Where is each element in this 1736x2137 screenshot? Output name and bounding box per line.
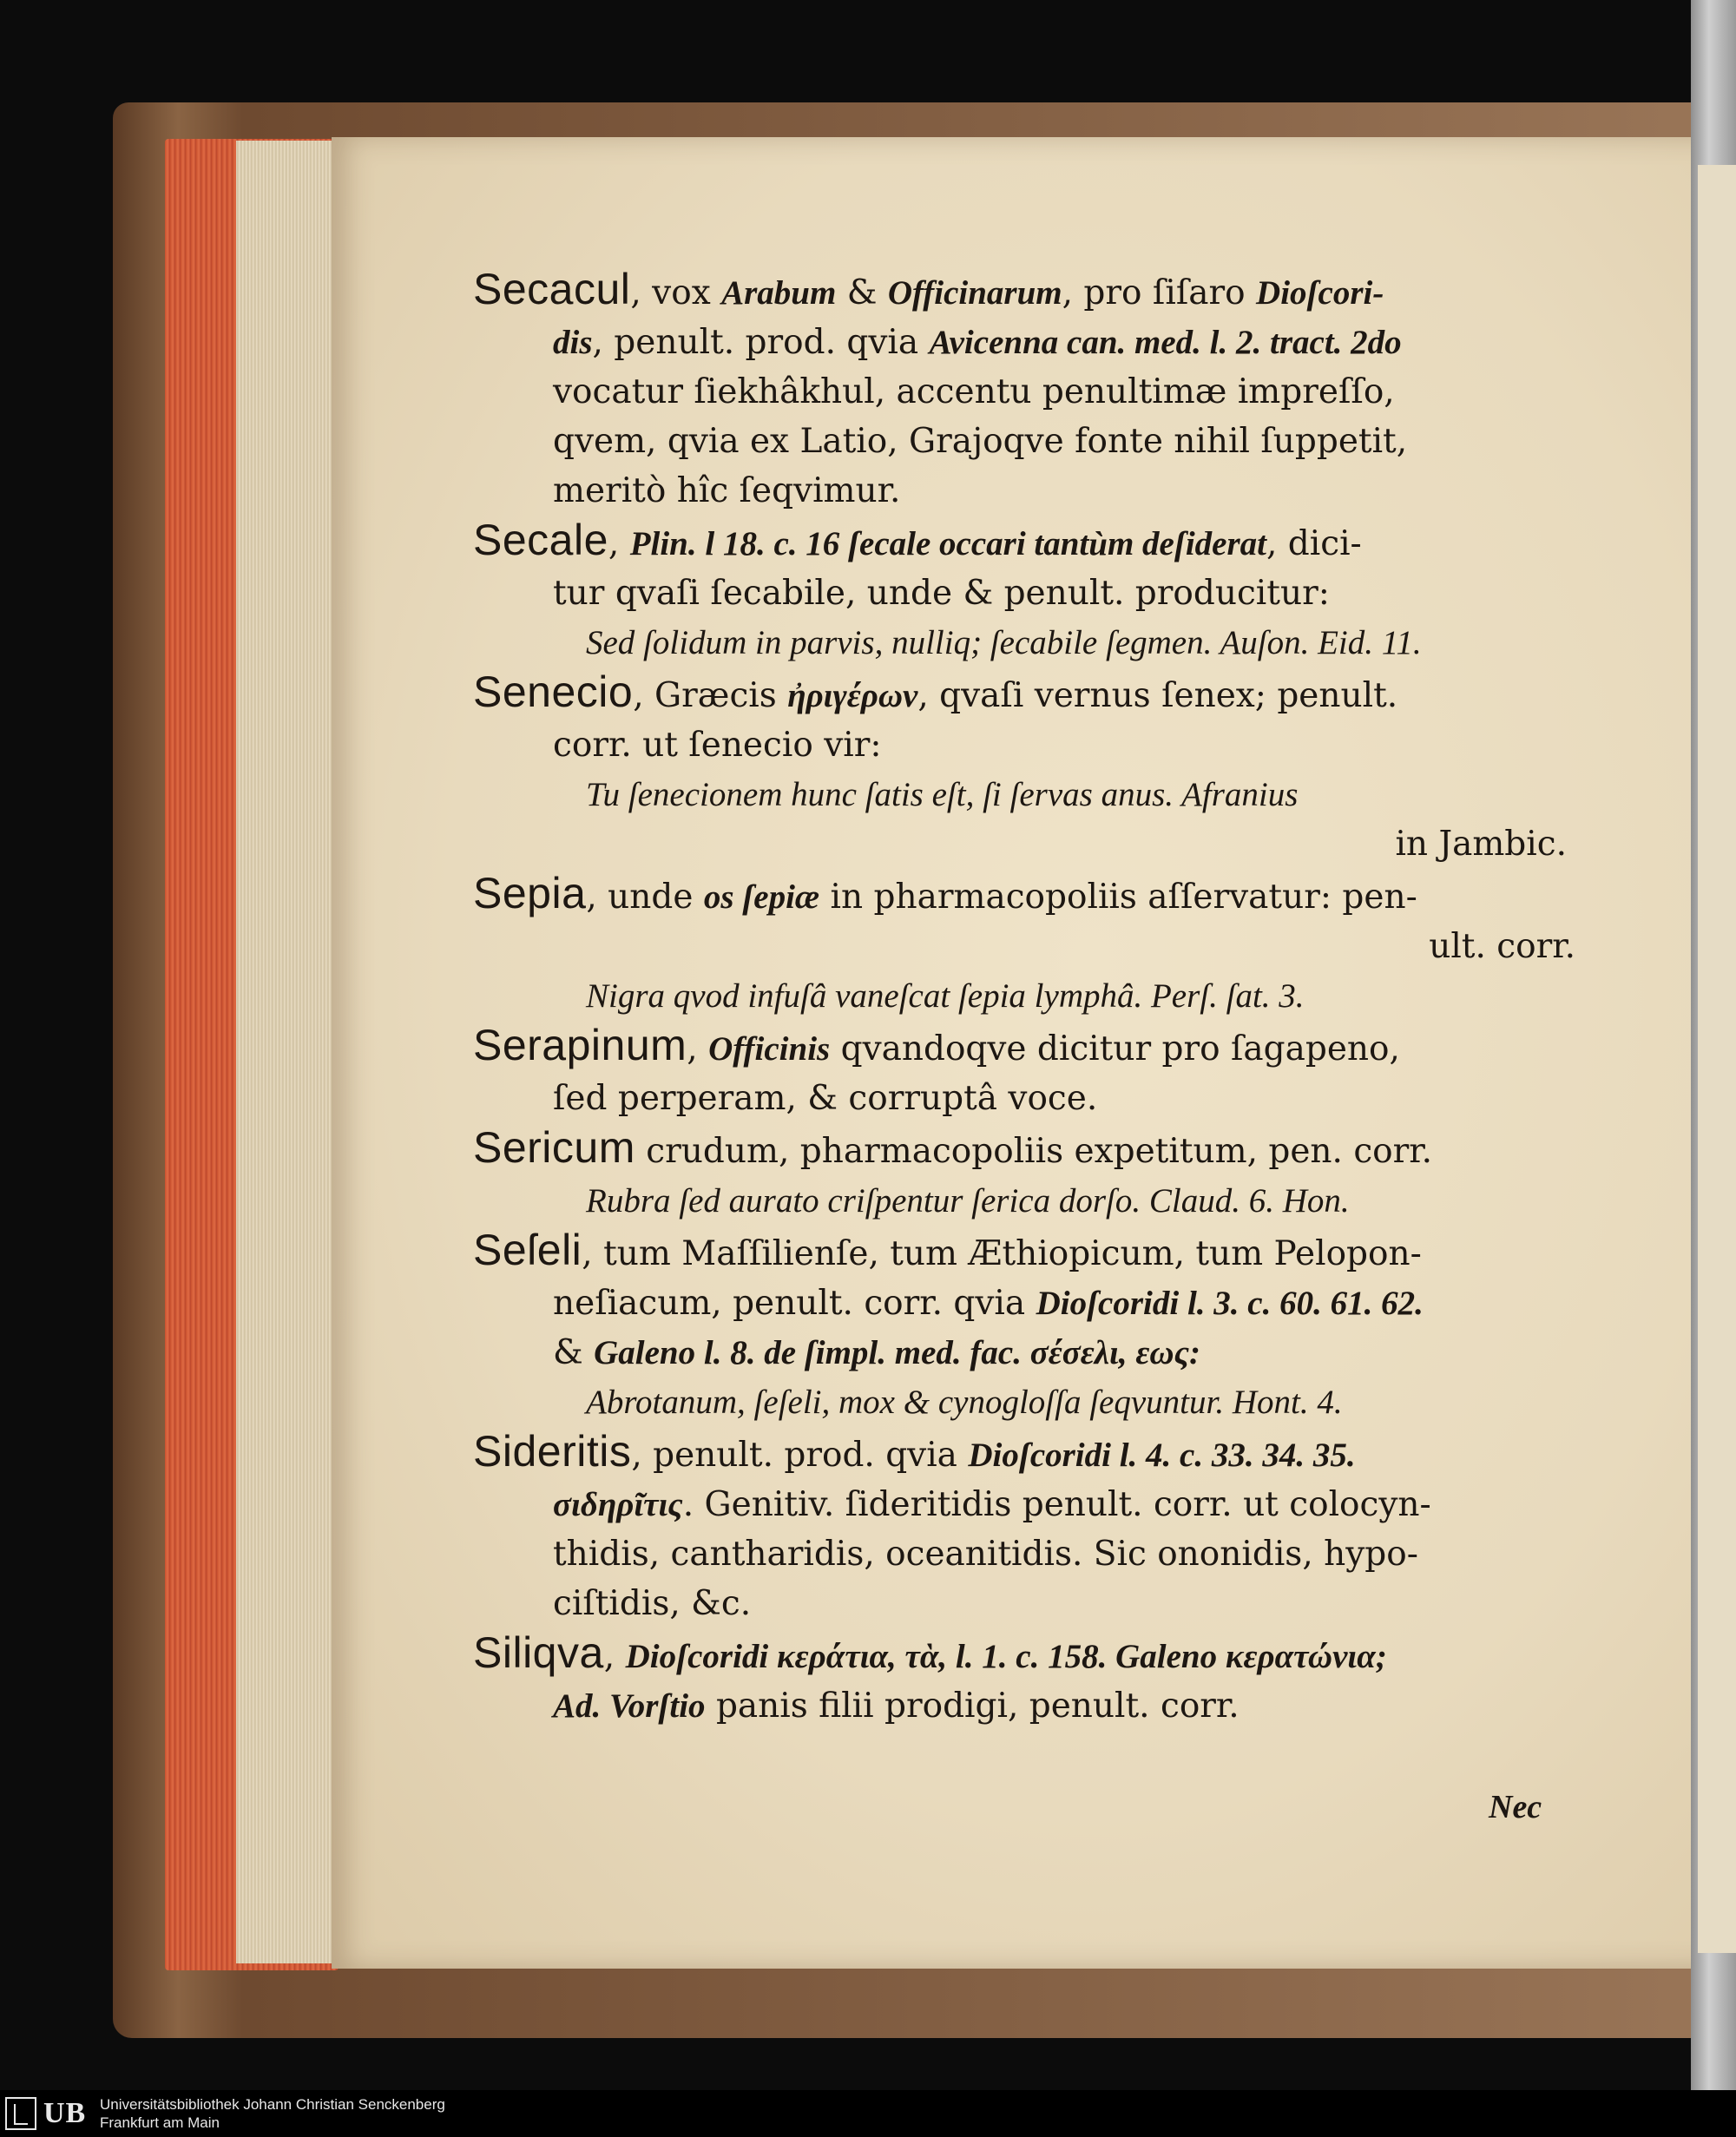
text-segment: , tum Maſſilienſe, tum Æthiopicum, tum Pelopon- bbox=[582, 1234, 1422, 1273]
entry-line bbox=[473, 1579, 1601, 1628]
entry-line bbox=[473, 1427, 1601, 1480]
text-segment: qvem, qvia ex Latio, Grajoqve fonte nihil ſuppetit, bbox=[553, 422, 1408, 461]
entry-line bbox=[473, 367, 1601, 417]
entry-headword: Senecio bbox=[473, 667, 634, 716]
text-segment: panis filii prodigi, penult. corr. bbox=[705, 1687, 1240, 1726]
text-segment: ſed perperam, & corruptâ voce. bbox=[553, 1079, 1098, 1118]
entry-line bbox=[473, 1480, 1601, 1529]
text-segment: corr. ut ſenecio vir: bbox=[553, 726, 882, 765]
ub-logo-icon bbox=[5, 2097, 36, 2130]
text-segment: crudum, pharmacopoliis expetitum, pen. corr. bbox=[635, 1132, 1433, 1171]
text-segment: , bbox=[603, 1637, 626, 1676]
entry-line bbox=[473, 1074, 1601, 1123]
institution-city: Frankfurt am Main bbox=[100, 2114, 220, 2131]
italic-segment: Galeno l. 8. de ſimpl. med. fac. σέσελι, εως: bbox=[594, 1334, 1200, 1371]
text-segment: , bbox=[608, 524, 630, 563]
entry-line bbox=[473, 1279, 1601, 1328]
entry-seſeli bbox=[473, 1226, 1601, 1427]
entry-line bbox=[473, 569, 1601, 618]
entry-serapinum bbox=[473, 1021, 1601, 1123]
quotation-tail: in Jambic. bbox=[1395, 825, 1567, 864]
text-segment: in pharmacopoliis aſſervatur: pen- bbox=[819, 878, 1417, 917]
text-segment: thidis, cantharidis, oceanitidis. Sic ononidis, hypo- bbox=[553, 1535, 1418, 1574]
italic-segment: Officinis bbox=[708, 1030, 831, 1068]
entry-line bbox=[473, 516, 1601, 569]
quotation-line: Tu ſenecionem hunc ſatis eſt, ſi ſervas anus. Afranius bbox=[586, 776, 1299, 813]
entry-line bbox=[473, 667, 1601, 720]
italic-segment: Dioſcoridi κεράτια, τὰ, l. 1. c. 158. Galeno κερατώνια; bbox=[625, 1638, 1387, 1675]
italic-segment: os ſepiæ bbox=[703, 878, 820, 916]
text-segment: ciſtidis, &c. bbox=[553, 1584, 752, 1623]
entry-sepia bbox=[473, 869, 1601, 1021]
entry-senecio bbox=[473, 667, 1601, 869]
page-edges-inner bbox=[236, 141, 332, 1963]
entry-siliqva bbox=[473, 1628, 1601, 1731]
entry-secacul bbox=[473, 265, 1601, 516]
entry-headword: Secale bbox=[473, 516, 608, 564]
entry-line bbox=[473, 1529, 1601, 1579]
italic-segment: Avicenna can. med. l. 2. tract. 2do bbox=[929, 324, 1402, 361]
quotation-line: Abrotanum, ſeſeli, mox & cynogloſſa ſeqvuntur. Hont. 4. bbox=[586, 1384, 1343, 1421]
quotation-line: Rubra ſed aurato criſpentur ſerica dorſo. Claud. 6. Hon. bbox=[586, 1182, 1350, 1220]
entry-headword: Sideritis bbox=[473, 1427, 632, 1476]
entry-headword: Sepia bbox=[473, 869, 587, 917]
italic-segment: Dioſcori- bbox=[1256, 274, 1384, 312]
text-segment: tur qvaſi ſecabile, unde & penult. producitur: bbox=[553, 574, 1330, 613]
entry-line bbox=[473, 1628, 1601, 1681]
entry-sideritis bbox=[473, 1427, 1601, 1628]
text-segment: , unde bbox=[586, 878, 704, 917]
entry-headword: Secacul bbox=[473, 265, 631, 313]
italic-segment: Plin. l 18. c. 16 ſecale occari tantùm deſiderat bbox=[629, 525, 1266, 562]
facing-page-strip bbox=[1691, 0, 1736, 2137]
entry-headword: Serapinum bbox=[473, 1021, 687, 1069]
entry-line bbox=[473, 1226, 1601, 1279]
quotation-line: Sed ſolidum in parvis, nulliq; ſecabile ſegmen. Auſon. Eid. 11. bbox=[586, 624, 1422, 661]
text-segment: , qvaſi vernus ſenex; penult. bbox=[917, 676, 1398, 715]
text-segment: , vox bbox=[630, 273, 722, 312]
quotation-line: Nigra qvod infuſâ vaneſcat ſepia lymphâ. Perſ. ſat. 3. bbox=[586, 977, 1305, 1015]
italic-segment: ἠριγέρων bbox=[787, 677, 918, 714]
text-segment: , penult. prod. qvia bbox=[592, 323, 930, 362]
entry-line bbox=[473, 922, 1601, 971]
italic-segment: Dioſcoridi l. 4. c. 33. 34. 35. bbox=[968, 1437, 1356, 1474]
text-segment: , Græcis bbox=[633, 676, 788, 715]
text-segment: . Genitiv. ſideritidis penult. corr. ut colocyn- bbox=[682, 1485, 1431, 1524]
entry-line bbox=[473, 417, 1601, 466]
entry-line bbox=[473, 1021, 1601, 1074]
entry-sericum bbox=[473, 1123, 1601, 1226]
italic-segment: Dioſcoridi l. 3. c. 60. 61. 62. bbox=[1036, 1285, 1424, 1322]
entry-headword: Siliqva bbox=[473, 1628, 604, 1677]
italic-segment: σιδηρῖτις bbox=[553, 1486, 683, 1523]
entry-line bbox=[473, 1681, 1601, 1731]
ub-logo-text: UB bbox=[43, 2097, 87, 2129]
entry-line bbox=[473, 869, 1601, 922]
text-segment: meritò hîc ſeqvimur. bbox=[553, 471, 901, 510]
text-segment: , pro ſiſaro bbox=[1062, 273, 1257, 312]
entry-line bbox=[473, 1123, 1601, 1176]
entry-line bbox=[473, 318, 1601, 367]
footer-bar bbox=[0, 2090, 1736, 2137]
italic-segment: Arabum bbox=[721, 274, 837, 312]
text-segment: & bbox=[836, 273, 888, 312]
page-text-block bbox=[473, 265, 1601, 1731]
text-segment: neſiacum, penult. corr. qvia bbox=[553, 1284, 1036, 1323]
entry-headword: Seſeli bbox=[473, 1226, 582, 1274]
text-segment: vocatur ſiekhâkhul, accentu penultimæ impreſſo, bbox=[553, 372, 1395, 411]
text-segment: , penult. prod. qvia bbox=[631, 1436, 969, 1475]
text-segment: ult. corr. bbox=[1429, 927, 1575, 966]
ub-logo bbox=[5, 2097, 92, 2132]
italic-segment: Ad. Vorſtio bbox=[553, 1687, 706, 1725]
entry-line bbox=[473, 466, 1601, 516]
text-segment: , bbox=[687, 1029, 709, 1068]
entry-secale bbox=[473, 516, 1601, 667]
entry-line bbox=[473, 1328, 1601, 1378]
institution-name: Universitätsbibliothek Johann Christian Senckenberg bbox=[100, 2096, 445, 2113]
italic-segment: Officinarum bbox=[887, 274, 1062, 312]
entry-headword: Sericum bbox=[473, 1123, 635, 1172]
italic-segment: dis bbox=[553, 324, 593, 361]
entry-line bbox=[473, 265, 1601, 318]
institution-credit bbox=[100, 2095, 445, 2132]
text-segment: , dici- bbox=[1266, 524, 1362, 563]
entry-line bbox=[473, 720, 1601, 770]
text-segment: & bbox=[553, 1333, 595, 1372]
catchword: Nec bbox=[1489, 1789, 1542, 1825]
text-segment: qvandoqve dicitur pro ſagapeno, bbox=[830, 1029, 1400, 1068]
